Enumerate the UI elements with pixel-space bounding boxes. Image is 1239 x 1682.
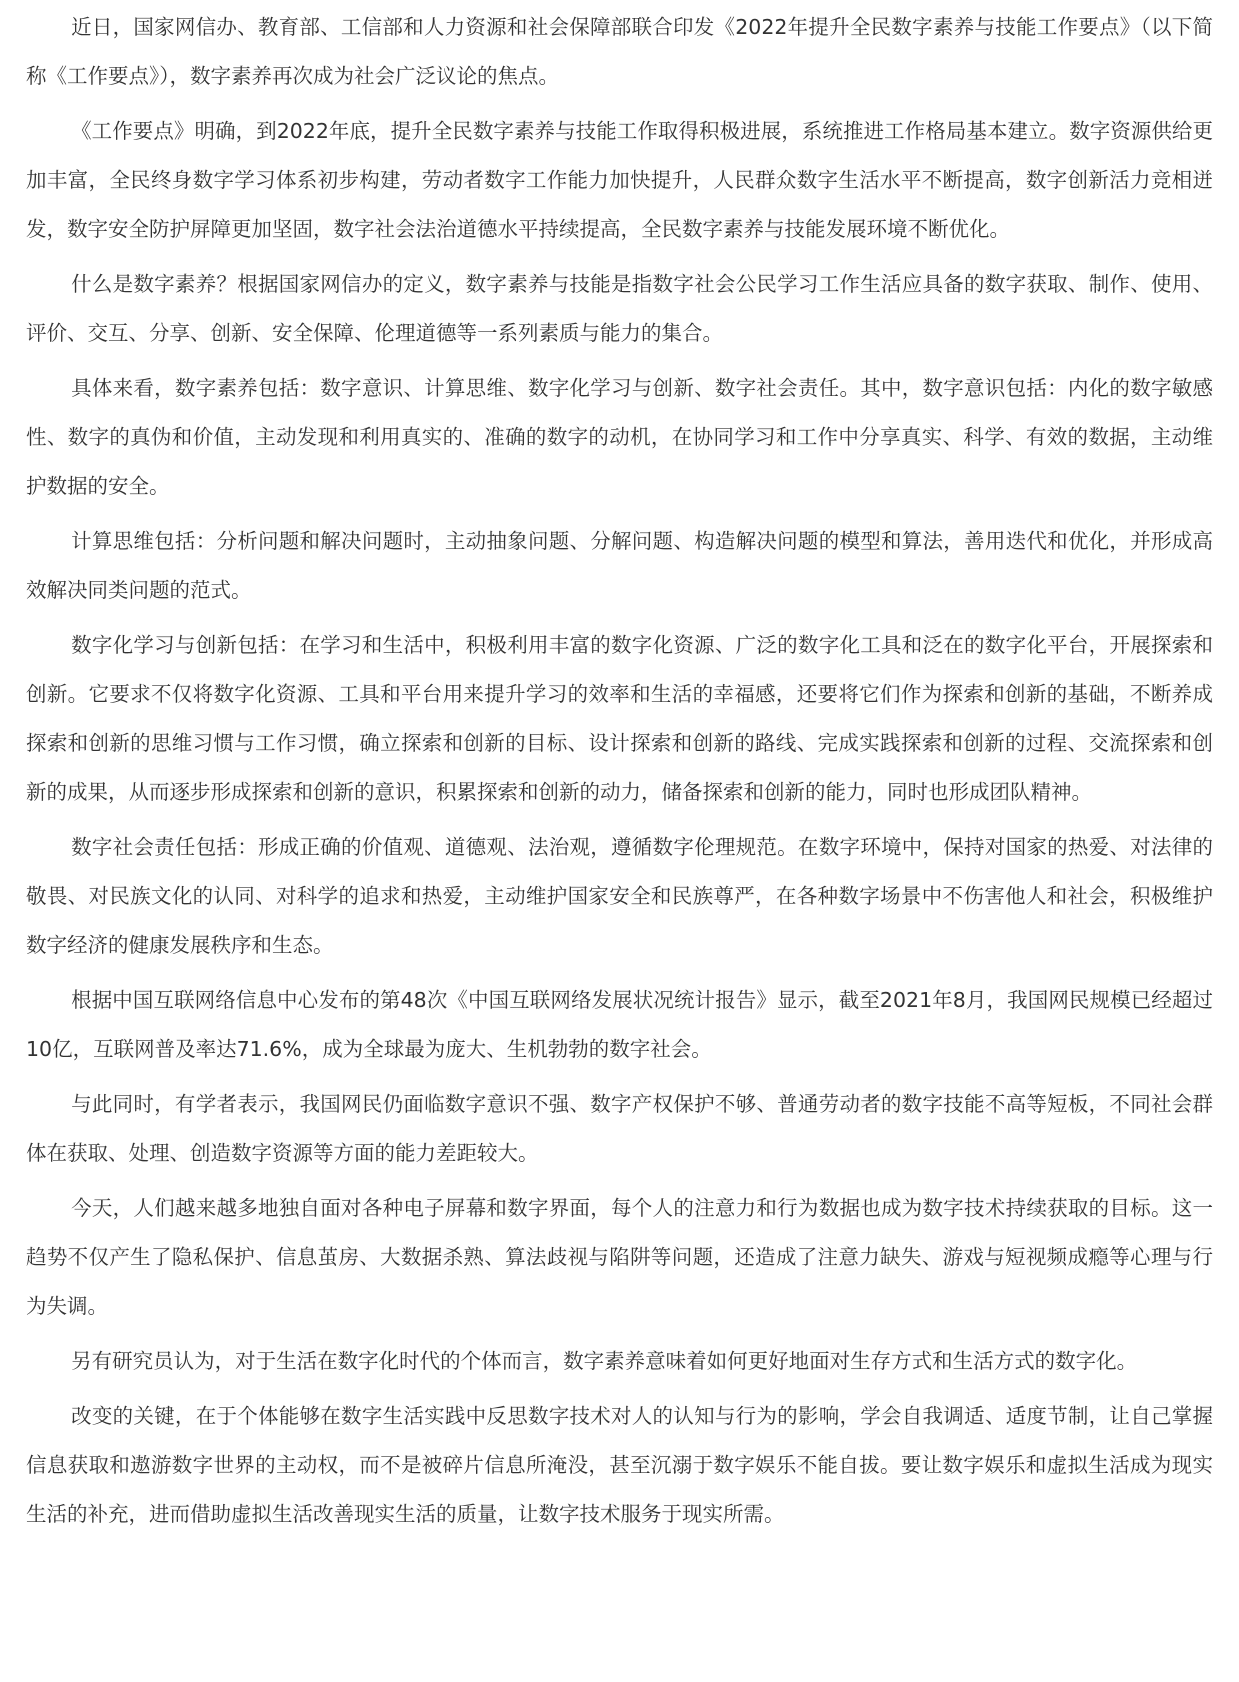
paragraph-work-points-goals: 《工作要点》明确，到2022年底，提升全民数字素养与技能工作取得积极进展，系统推进工作格局基本建立。数字资源供给更加丰富，全民终身数字学习体系初步构建，劳动者数字工作能力加快提升，人民群众数字生活水平不断提高，数字创新活力竞相迸发，数字安全防护屏障更加坚固，数字社会法治道德水平持续提高，全民数字素养与技能发展环境不断优化。 (26, 119, 1213, 241)
paragraph-computational-thinking: 计算思维包括：分析问题和解决问题时，主动抽象问题、分解问题、构造解决问题的模型和算法，善用迭代和优化，并形成高效解决同类问题的范式。 (26, 529, 1213, 602)
paragraph-cnnic-report: 根据中国互联网络信息中心发布的第48次《中国互联网络发展状况统计报告》显示，截至2021年8月，我国网民规模已经超过10亿，互联网普及率达71.6%，成为全球最为庞大、生机勃勃的数字社会。 (26, 988, 1213, 1061)
paragraph-digital-social-responsibility: 数字社会责任包括：形成正确的价值观、道德观、法治观，遵循数字伦理规范。在数字环境中，保持对国家的热爱、对法律的敬畏、对民族文化的认同、对科学的追求和热爱，主动维护国家安全和民族尊严，在各种数字场景中不伤害他人和社会，积极维护数字经济的健康发展秩序和生态。 (26, 835, 1213, 957)
paragraph-intro: 近日，国家网信办、教育部、工信部和人力资源和社会保障部联合印发《2022年提升全民数字素养与技能工作要点》（以下简称《工作要点》），数字素养再次成为社会广泛议论的焦点。 (26, 15, 1213, 88)
paragraph-researcher-view: 另有研究员认为，对于生活在数字化时代的个体而言，数字素养意味着如何更好地面对生存方式和生活方式的数字化。 (71, 1349, 1138, 1373)
paragraph-scholar-shortcomings: 与此同时，有学者表示，我国网民仍面临数字意识不强、数字产权保护不够、普通劳动者的数字技能不高等短板，不同社会群体在获取、处理、创造数字资源等方面的能力差距较大。 (26, 1092, 1213, 1165)
paragraph-digital-awareness: 具体来看，数字素养包括：数字意识、计算思维、数字化学习与创新、数字社会责任。其中，数字意识包括：内化的数字敏感性、数字的真伪和价值，主动发现和利用真实的、准确的数字的动机，在协同学习和工作中分享真实、科学、有效的数据，主动维护数据的安全。 (26, 376, 1213, 498)
paragraph-digital-learning-innovation: 数字化学习与创新包括：在学习和生活中，积极利用丰富的数字化资源、广泛的数字化工具和泛在的数字化平台，开展探索和创新。它要求不仅将数字化资源、工具和平台用来提升学习的效率和生活的幸福感，还要将它们作为探索和创新的基础，不断养成探索和创新的思维习惯与工作习惯，确立探索和创新的目标、设计探索和创新的路线、完成实践探索和创新的过程、交流探索和创新的成果，从而逐步形成探索和创新的意识，积累探索和创新的动力，储备探索和创新的能力，同时也形成团队精神。 (26, 633, 1213, 804)
paragraph-definition: 什么是数字素养？根据国家网信办的定义，数字素养与技能是指数字社会公民学习工作生活应具备的数字获取、制作、使用、评价、交互、分享、创新、安全保障、伦理道德等一系列素质与能力的集合。 (26, 272, 1213, 345)
paragraph-screens-and-problems: 今天，人们越来越多地独自面对各种电子屏幕和数字界面，每个人的注意力和行为数据也成为数字技术持续获取的目标。这一趋势不仅产生了隐私保护、信息茧房、大数据杀熟、算法歧视与陷阱等问题，还造成了注意力缺失、游戏与短视频成瘾等心理与行为失调。 (26, 1196, 1213, 1318)
paragraph-key-to-change: 改变的关键，在于个体能够在数字生活实践中反思数字技术对人的认知与行为的影响，学会自我调适、适度节制，让自己掌握信息获取和遨游数字世界的主动权，而不是被碎片信息所淹没，甚至沉溺于数字娱乐不能自拔。要让数字娱乐和虚拟生活成为现实生活的补充，进而借助虚拟生活改善现实生活的质量，让数字技术服务于现实所需。 (26, 1404, 1213, 1526)
